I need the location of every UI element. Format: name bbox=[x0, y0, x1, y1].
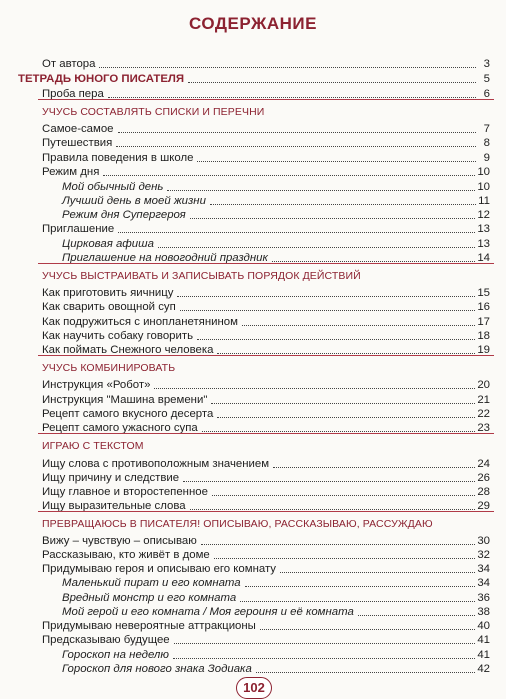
entry-label: Режим дня bbox=[42, 166, 100, 178]
section-divider bbox=[38, 263, 494, 264]
toc-subentry[interactable] bbox=[42, 660, 490, 676]
dot-leader bbox=[256, 672, 476, 673]
entry-page-number: 24 bbox=[477, 458, 490, 470]
entry-page-number: 26 bbox=[477, 472, 490, 484]
entry-label: Рецепт самого ужасного супа bbox=[42, 422, 198, 434]
dot-leader bbox=[180, 310, 476, 311]
dot-leader bbox=[217, 353, 475, 354]
entry-label: Правила поведения в школе bbox=[42, 152, 194, 164]
dot-leader bbox=[273, 467, 475, 468]
entry-label: Ищу выразительные слова bbox=[42, 500, 186, 512]
dot-leader bbox=[154, 388, 475, 389]
toc-subentry[interactable] bbox=[42, 574, 490, 590]
toc-entry[interactable] bbox=[42, 134, 490, 150]
entry-label: Лучший день в моей жизни bbox=[62, 195, 206, 207]
entry-page-number: 23 bbox=[477, 422, 490, 434]
entry-page-number: 12 bbox=[477, 209, 490, 221]
entry-page-number: 28 bbox=[477, 486, 490, 498]
entry-label: ТЕТРАДЬ ЮНОГО ПИСАТЕЛЯ bbox=[18, 73, 185, 85]
entry-label: Приглашение на новогодний праздник bbox=[62, 252, 268, 264]
entry-label: Как приготовить яичницу bbox=[42, 287, 174, 299]
entry-label: Режим дня Супергероя bbox=[62, 209, 186, 221]
entry-page-number: 9 bbox=[483, 152, 490, 164]
entry-page-number: 20 bbox=[477, 379, 490, 391]
entry-page-number: 34 bbox=[477, 563, 490, 575]
dot-leader bbox=[188, 82, 476, 83]
entry-label: От автора bbox=[42, 58, 96, 70]
entry-label: Как научить собаку говорить bbox=[42, 330, 193, 342]
entry-label: Инструкция "Машина времени" bbox=[42, 394, 208, 406]
entry-label: Мой герой и его комната / Моя героиня и её комната bbox=[62, 606, 354, 618]
dot-leader bbox=[99, 67, 476, 68]
entry-page-number: 21 bbox=[477, 394, 490, 406]
section-divider bbox=[38, 99, 494, 100]
entry-page-number: 16 bbox=[477, 301, 490, 313]
section-heading: УЧУСЬ КОМБИНИРОВАТЬ bbox=[42, 362, 176, 374]
dot-leader bbox=[214, 558, 476, 559]
entry-label: Ищу слова с противоположным значением bbox=[42, 458, 270, 470]
entry-label: Как подружиться с инопланетянином bbox=[42, 316, 238, 328]
entry-page-number: 18 bbox=[477, 330, 490, 342]
entry-label: Приглашение bbox=[42, 223, 115, 235]
entry-page-number: 7 bbox=[483, 123, 490, 135]
section-divider bbox=[38, 511, 494, 512]
entry-page-number: 41 bbox=[477, 649, 490, 661]
entry-page-number: 8 bbox=[483, 137, 490, 149]
entry-label: Ищу главное и второстепенное bbox=[42, 486, 208, 498]
entry-label: Предсказываю будущее bbox=[42, 634, 170, 646]
entry-page-number: 3 bbox=[483, 58, 490, 70]
section-heading: ПРЕВРАЩАЮСЬ В ПИСАТЕЛЯ! ОПИСЫВАЮ, РАССКАЗЫВАЮ, РАССУЖДАЮ bbox=[42, 518, 433, 530]
dot-leader bbox=[190, 218, 476, 219]
entry-page-number: 42 bbox=[477, 663, 490, 675]
dot-leader bbox=[177, 296, 475, 297]
entry-label: Как сварить овощной суп bbox=[42, 301, 176, 313]
dot-leader bbox=[280, 572, 475, 573]
entry-page-number: 10 bbox=[477, 166, 490, 178]
entry-page-number: 32 bbox=[477, 549, 490, 561]
dot-leader bbox=[210, 204, 476, 205]
section-divider bbox=[38, 355, 494, 356]
dot-leader bbox=[174, 643, 476, 644]
entry-label: Придумываю героя и описываю его комнату bbox=[42, 563, 276, 575]
dot-leader bbox=[197, 161, 476, 162]
page-number: 102 bbox=[236, 677, 272, 699]
dot-leader bbox=[173, 658, 475, 659]
dot-leader bbox=[118, 232, 475, 233]
entry-label: Мой обычный день bbox=[62, 181, 164, 193]
entry-label: Самое-самое bbox=[42, 123, 114, 135]
entry-label: Как поймать Снежного человека bbox=[42, 344, 214, 356]
toc-entry[interactable] bbox=[42, 55, 490, 71]
entry-label: Придумываю невероятные аттракционы bbox=[42, 620, 256, 632]
entry-page-number: 13 bbox=[477, 223, 490, 235]
entry-label: Путешествия bbox=[42, 137, 113, 149]
page-title: СОДЕРЖАНИЕ bbox=[189, 14, 317, 33]
entry-label: Рецепт самого вкусного десерта bbox=[42, 408, 214, 420]
entry-page-number: 19 bbox=[477, 344, 490, 356]
entry-label: Проба пера bbox=[42, 88, 104, 100]
entry-page-number: 10 bbox=[477, 181, 490, 193]
entry-page-number: 22 bbox=[477, 408, 490, 420]
entry-page-number: 6 bbox=[483, 88, 490, 100]
dot-leader bbox=[103, 175, 475, 176]
dot-leader bbox=[240, 601, 475, 602]
entry-page-number: 29 bbox=[477, 500, 490, 512]
dot-leader bbox=[116, 146, 476, 147]
section-divider bbox=[38, 433, 494, 434]
dot-leader bbox=[212, 495, 475, 496]
section-heading: УЧУСЬ СОСТАВЛЯТЬ СПИСКИ И ПЕРЕЧНИ bbox=[42, 106, 265, 118]
dot-leader bbox=[201, 544, 476, 545]
entry-page-number: 41 bbox=[477, 634, 490, 646]
entry-label: Гороскоп для нового знака Зодиака bbox=[62, 663, 252, 675]
dot-leader bbox=[260, 629, 475, 630]
entry-page-number: 15 bbox=[477, 287, 490, 299]
toc-entry[interactable] bbox=[42, 220, 490, 236]
entry-label: Цирковая афиша bbox=[62, 238, 154, 250]
entry-label: Вижу – чувствую – описываю bbox=[42, 535, 197, 547]
dot-leader bbox=[118, 132, 476, 133]
dot-leader bbox=[242, 325, 475, 326]
entry-label: Ищу причину и следствие bbox=[42, 472, 180, 484]
toc-entry[interactable] bbox=[42, 631, 490, 647]
entry-page-number: 5 bbox=[483, 73, 490, 85]
dot-leader bbox=[108, 97, 476, 98]
section-heading: УЧУСЬ ВЫСТРАИВАТЬ И ЗАПИСЫВАТЬ ПОРЯДОК ДЕЙСТВИЙ bbox=[42, 270, 361, 282]
dot-leader bbox=[272, 261, 476, 262]
dot-leader bbox=[167, 190, 475, 191]
entry-label: Вредный монстр и его комната bbox=[62, 592, 237, 604]
entry-page-number: 14 bbox=[477, 252, 490, 264]
entry-page-number: 38 bbox=[477, 606, 490, 618]
dot-leader bbox=[190, 509, 476, 510]
entry-page-number: 36 bbox=[477, 592, 490, 604]
dot-leader bbox=[211, 403, 475, 404]
entry-page-number: 34 bbox=[477, 577, 490, 589]
entry-page-number: 13 bbox=[477, 238, 490, 250]
toc-entry[interactable] bbox=[42, 298, 490, 314]
entry-page-number: 30 bbox=[477, 535, 490, 547]
dot-leader bbox=[158, 247, 475, 248]
entry-page-number: 17 bbox=[477, 316, 490, 328]
entry-label: Маленький пират и его комната bbox=[62, 577, 241, 589]
toc-part-title[interactable] bbox=[18, 70, 490, 86]
dot-leader bbox=[202, 431, 476, 432]
entry-page-number: 11 bbox=[478, 195, 490, 207]
dot-leader bbox=[245, 586, 476, 587]
dot-leader bbox=[183, 481, 475, 482]
toc-entry[interactable] bbox=[42, 163, 490, 179]
entry-label: Инструкция «Робот» bbox=[42, 379, 151, 391]
entry-label: Рассказываю, кто живёт в доме bbox=[42, 549, 210, 561]
section-heading: ИГРАЮ С ТЕКСТОМ bbox=[42, 440, 144, 452]
dot-leader bbox=[197, 339, 475, 340]
dot-leader bbox=[358, 615, 476, 616]
dot-leader bbox=[217, 417, 475, 418]
entry-page-number: 40 bbox=[477, 620, 490, 632]
entry-label: Гороскоп на неделю bbox=[62, 649, 169, 661]
toc-entry[interactable] bbox=[42, 376, 490, 392]
